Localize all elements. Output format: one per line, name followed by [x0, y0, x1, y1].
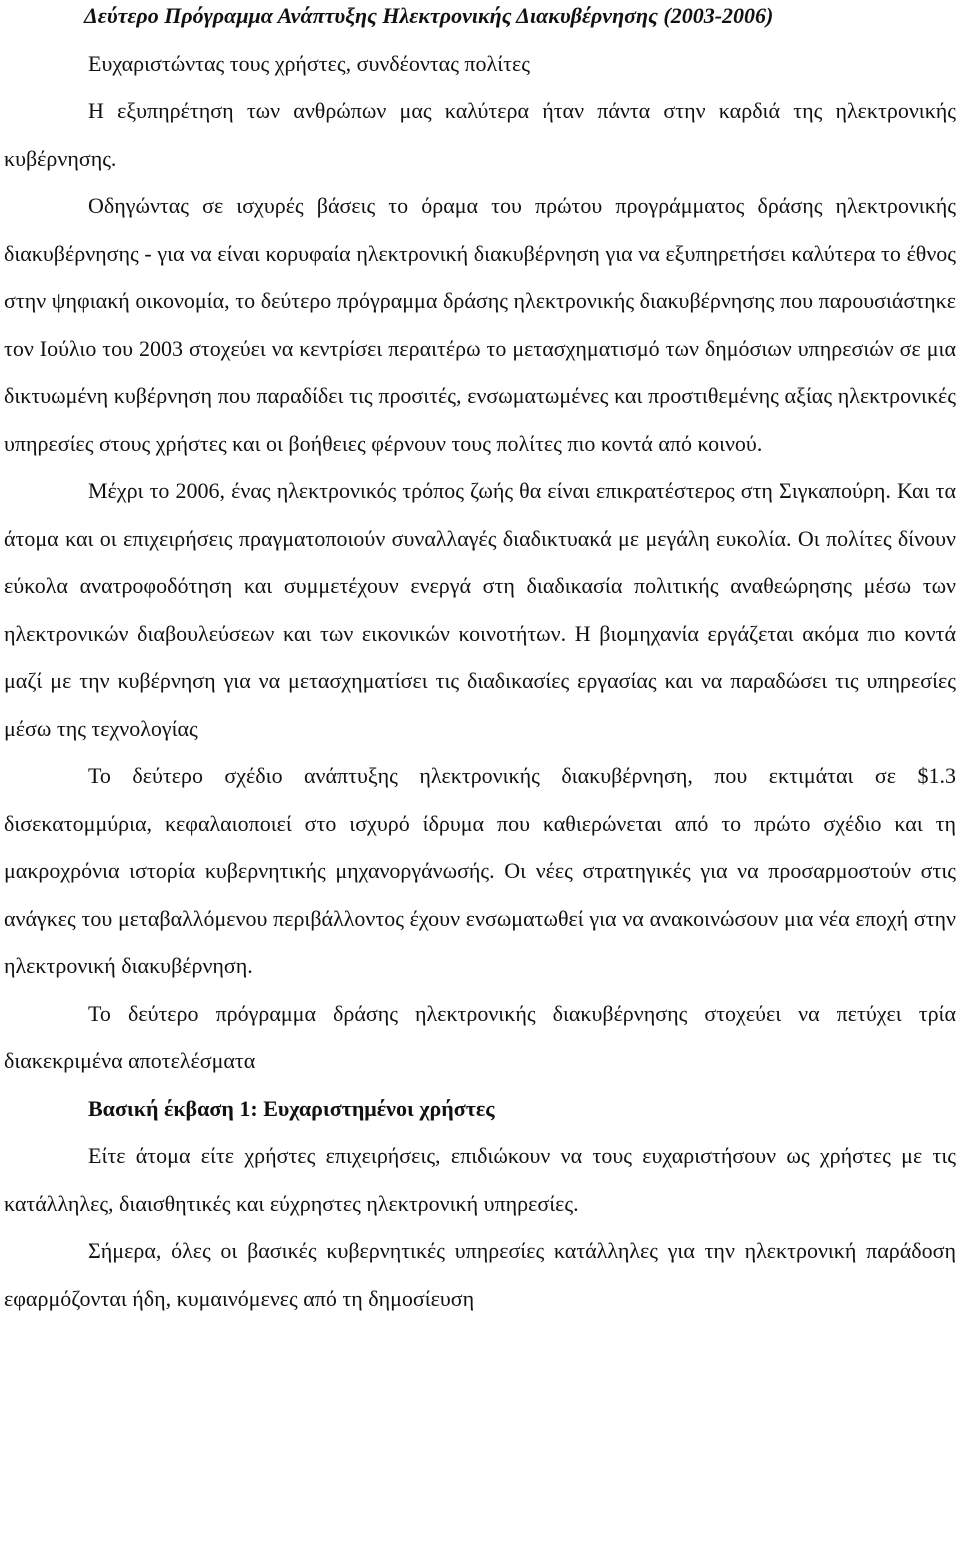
- paragraph-6: Είτε άτομα είτε χρήστες επιχειρήσεις, επιδιώκουν να τους ευχαριστήσουν ως χρήστες με τις κατάλληλες, διαισθητικές και εύχρηστες ηλεκτρονική υπηρεσίες.: [4, 1143, 956, 1216]
- paragraph-3: Μέχρι το 2006, ένας ηλεκτρονικός τρόπος ζωής θα είναι επικρατέστερος στη Σιγκαπούρη. Και τα άτομα και οι επιχειρήσεις πραγματοποιούν συναλλαγές διαδικτυακά με μεγάλη ευκολία. Οι πολίτες δίνουν εύκολα ανατροφοδότηση και συμμετέχουν ενεργά στη διαδικασία πολιτικής αναθεώρησης μέσω των ηλεκτρονικών διαβουλεύσεων και των εικονικών κοινοτήτων. Η βιομηχανία εργάζεται ακόμα πιο κοντά μαζί με την κυβέρνηση για να μετασχηματίσει τις διαδικασίες εργασίας και να παραδώσει τις υπηρεσίες μέσω της τεχνολογίας: [4, 478, 956, 741]
- document-title: Δεύτερο Πρόγραμμα Ανάπτυξης Ηλεκτρονικής Διακυβέρνησης (2003-2006): [84, 3, 774, 28]
- paragraph-7: Σήμερα, όλες οι βασικές κυβερνητικές υπηρεσίες κατάλληλες για την ηλεκτρονική παράδοση εφαρμόζονται ήδη, κυμαινόμενες από τη δημοσίευση: [4, 1238, 956, 1311]
- section-heading: Βασική έκβαση 1: Ευχαριστημένοι χρήστες: [88, 1095, 495, 1121]
- paragraph-2: Οδηγώντας σε ισχυρές βάσεις το όραμα του πρώτου προγράμματος δράσης ηλεκτρονικής διακυβέρνησης - για να είναι κορυφαία ηλεκτρονική διακυβέρνηση για να εξυπηρετήσει καλύτερα το έθνος στην ψηφιακή οικονομία, το δεύτερο πρόγραμμα δράσης ηλεκτρονικής διακυβέρνησης που παρουσιάστηκε τον Ιούλιο του 2003 στοχεύει να κεντρίσει περαιτέρω το μετασχηματισμό των δημόσιων υπηρεσιών σε μια δικτυωμένη κυβέρνηση που παραδίδει τις προσιτές, ενσωματωμένες και προστιθεμένης αξίας ηλεκτρονικές υπηρεσίες στους χρήστες και οι βοήθειες φέρνουν τους πολίτες πιο κοντά από κοινού.: [4, 193, 956, 456]
- document-subtitle: Ευχαριστώντας τους χρήστες, συνδέοντας πολίτες: [88, 50, 530, 76]
- paragraph-4: Το δεύτερο σχέδιο ανάπτυξης ηλεκτρονικής διακυβέρνηση, που εκτιμάται σε $1.3 δισεκατομμύρια, κεφαλαιοποιεί στο ισχυρό ίδρυμα που καθιερώνεται από το πρώτο σχέδιο και τη μακροχρόνια ιστορία κυβερνητικής μηχανοργάνωσής. Οι νέες στρατηγικές για να προσαρμοστούν στις ανάγκες του μεταβαλλόμενου περιβάλλοντος έχουν ενσωματωθεί για να ανακοινώσουν μια νέα εποχή στην ηλεκτρονική διακυβέρνηση.: [4, 763, 956, 978]
- paragraph-1: Η εξυπηρέτηση των ανθρώπων μας καλύτερα ήταν πάντα στην καρδιά της ηλεκτρονικής κυβέρνησης.: [4, 98, 956, 171]
- paragraph-5: Το δεύτερο πρόγραμμα δράσης ηλεκτρονικής διακυβέρνησης στοχεύει να πετύχει τρία διακεκριμένα αποτελέσματα: [4, 1000, 956, 1073]
